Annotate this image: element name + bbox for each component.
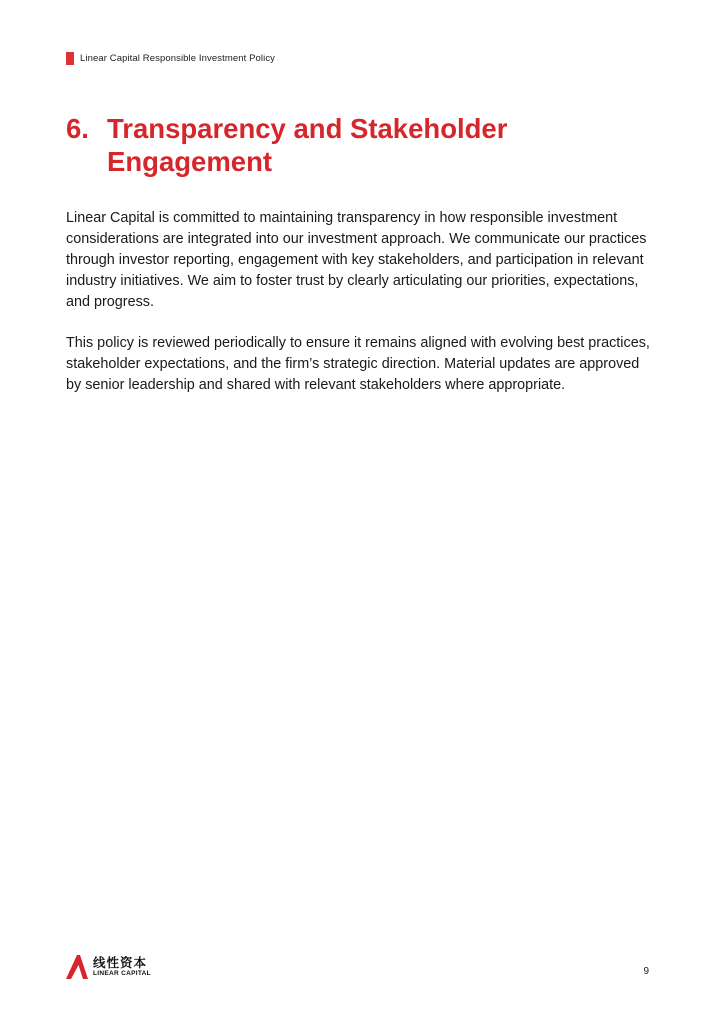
page-number: 9 [643,966,649,977]
logo-chinese-name: 线性资本 [93,955,148,970]
footer-logo [66,955,151,979]
paragraph: Linear Capital is committed to maintaining transparency in how responsible investment considerations are integrated into our investment approach. We communicate our practices through investor reporting, engagement with key stakeholders, and participation in relevant industry initiatives. We aim to foster trust by clearly articulating our priorities, expectations, and progress. [66,210,647,310]
running-header [66,52,275,65]
header-title: Linear Capital Responsible Investment Policy [80,53,276,64]
section-title: Transparency and Stakeholder Engagement [107,113,508,177]
logo-english-name: LINEAR CAPITAL [93,970,151,977]
header-accent-bar [66,52,74,65]
linear-capital-logo-icon [66,955,88,979]
section-number: 6. [66,113,89,144]
section-body [66,208,658,416]
paragraph: This policy is reviewed periodically to ensure it remains aligned with evolving best practices, stakeholder expectations, and the firm’s strategic direction. Material updates are approved by senior leadership and shared with relevant stakeholders where appropriate. [66,335,650,393]
section-heading [66,112,646,178]
